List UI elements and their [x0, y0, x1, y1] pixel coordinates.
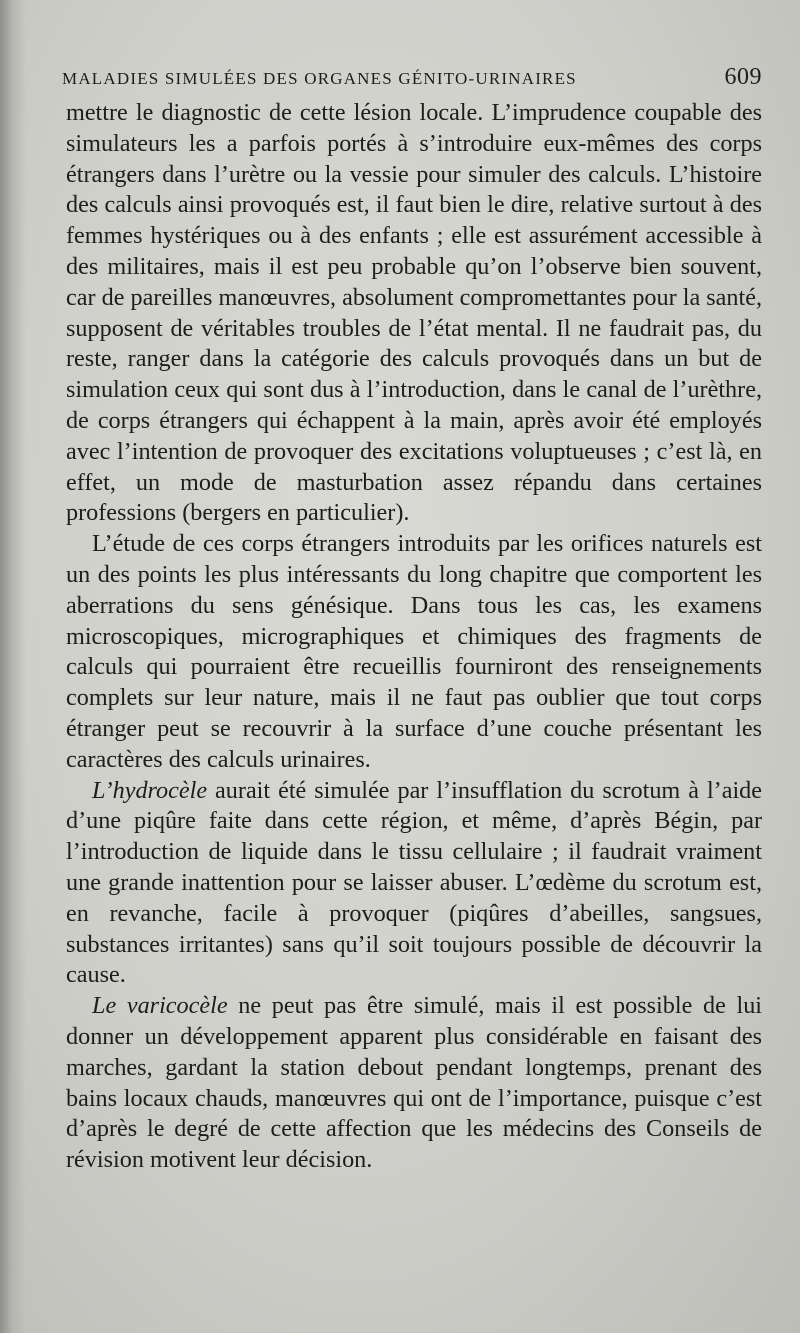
page-number: 609 — [724, 64, 762, 90]
paragraph-continued: mettre le diagnostic de cette lésion locale. L’imprudence coupable des simulateurs les a parfois portés à s’introduire eux-mêmes des corps étrangers dans l’urètre ou la vessie pour simuler des calculs. L’histoire des calculs ainsi provoqués est, il faut bien le dire, relative surtout à des femmes hystériques ou à des enfants ; elle est assurément accessible à des militaires, mais il est peu probable qu’on l’observe bien souvent, car de pareilles manœuvres, absolument compromettantes pour la santé, supposent de véritables troubles de l’état mental. Il ne faudrait pas, du reste, ranger dans la catégorie des calculs provoqués dans un but de simulation ceux qui sont dus à l’introduction, dans le canal de l’urèthre, de corps étrangers qui échappent à la main, après avoir été employés avec l’intention de provoquer des excitations voluptueuses ; c’est là, en effet, un mode de masturbation assez répandu dans certaines professions (bergers en particulier). — [66, 99, 762, 527]
term-varicocele: Le varicocèle — [92, 992, 228, 1020]
running-title: maladies simulées des organes génito-urinaires — [62, 64, 577, 90]
paragraph-hydrocele-text: aurait été simulée par l’insufflation du scrotum à l’aide d’une piqûre faite dans cette région, et même, d’après Bégin, par l’introduction de liquide dans le tissu cellulaire ; il faudrait vraiment une grande inattention pour se laisser abuser. L’œdème du scrotum est, en revanche, facile à provoquer (piqûres d’abeilles, sangsues, substances irritantes) sans qu’il soit toujours possible de découvrir la cause. — [66, 776, 762, 989]
paragraph-corps-etrangers: L’étude de ces corps étrangers introduits par les orifices naturels est un des points les plus intéressants du long chapitre que comportent les aberrations du sens génésique. Dans tous les cas, les examens microscopiques, micrographiques et chimiques des fragments de calculs qui pourraient être recueillis fourniront des renseignements complets sur leur nature, mais il ne faut pas oublier que tout corps étranger peut se recouvrir à la surface d’une couche présentant les caractères des calculs urinaires. — [66, 530, 762, 773]
term-hydrocele: L’hydrocèle — [92, 776, 208, 804]
book-page — [62, 64, 763, 1176]
running-header — [62, 64, 762, 98]
page-gutter-shadow — [0, 0, 26, 1333]
paragraph-varicocele — [66, 991, 762, 1176]
body-text — [66, 98, 762, 1176]
paragraph-varicocele-text: ne peut pas être simulé, mais il est possible de lui donner un développement apparent plus considérable en faisant des marches, gardant la station debout pendant longtemps, prenant des bains locaux chauds, manœuvres qui ont de l’importance, puisque c’est d’après le degré de cette affection que les médecins des Conseils de révision motivent leur décision. — [66, 992, 763, 1174]
paragraph-hydrocele — [66, 776, 762, 992]
